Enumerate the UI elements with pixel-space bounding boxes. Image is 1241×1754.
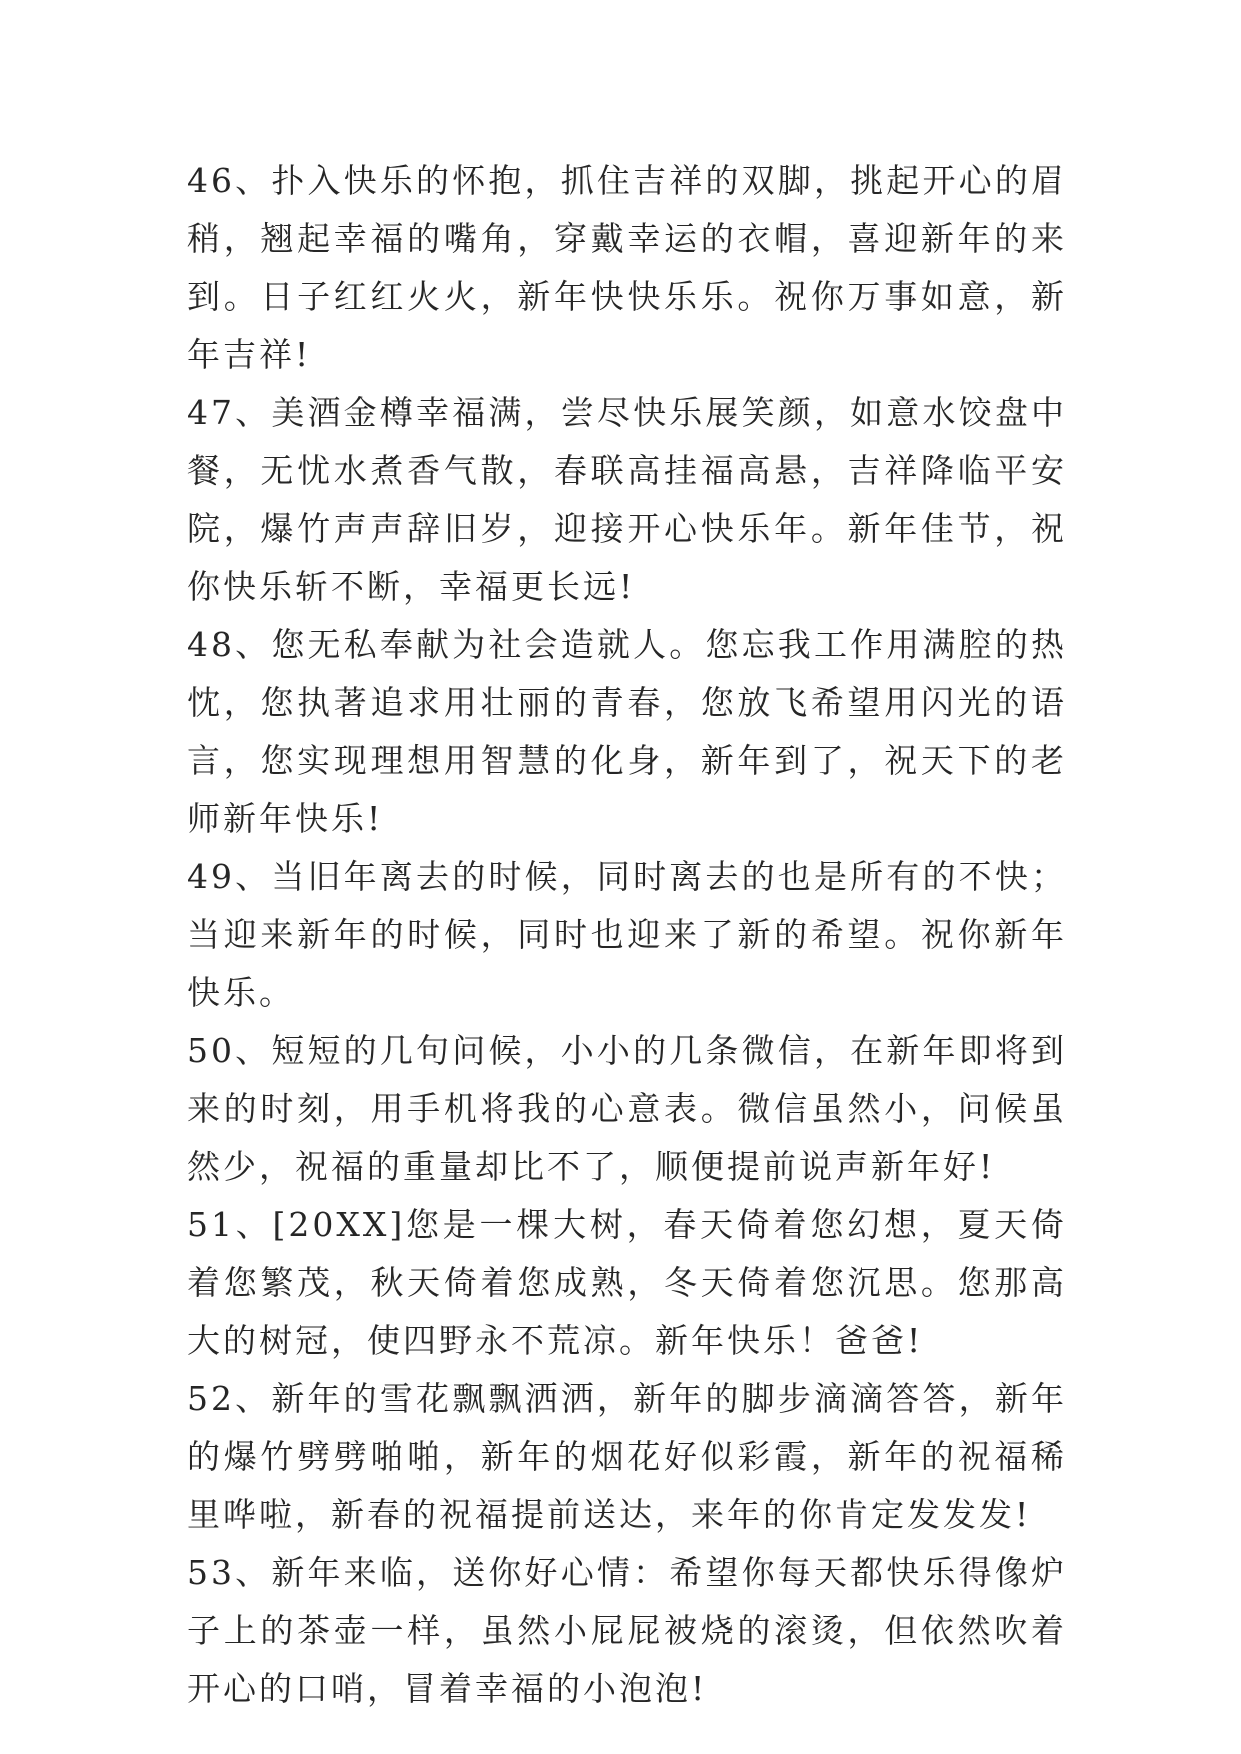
paragraph-48: 48、您无私奉献为社会造就人。您忘我工作用满腔的热忱，您执著追求用壮丽的青春，您放飞希望用闪光的语言，您实现理想用智慧的化身，新年到了，祝天下的老师新年快乐! bbox=[187, 625, 1067, 838]
paragraph-51: 51、[20XX]您是一棵大树，春天倚着您幻想，夏天倚着您繁茂，秋天倚着您成熟，冬天倚着您沉思。您那高大的树冠，使四野永不荒凉。新年快乐！爸爸! bbox=[187, 1205, 1067, 1360]
document-body bbox=[187, 152, 1067, 1718]
paragraph-49: 49、当旧年离去的时候，同时离去的也是所有的不快；当迎来新年的时候，同时也迎来了新的希望。祝你新年快乐。 bbox=[187, 857, 1067, 1012]
paragraph-53: 53、新年来临，送你好心情：希望你每天都快乐得像炉子上的茶壶一样，虽然小屁屁被烧的滚烫，但依然吹着开心的口哨，冒着幸福的小泡泡! bbox=[187, 1553, 1067, 1708]
paragraph-50: 50、短短的几句问候，小小的几条微信，在新年即将到来的时刻，用手机将我的心意表。微信虽然小，问候虽然少，祝福的重量却比不了，顺便提前说声新年好! bbox=[187, 1031, 1067, 1186]
paragraph-46: 46、扑入快乐的怀抱，抓住吉祥的双脚，挑起开心的眉稍，翘起幸福的嘴角，穿戴幸运的衣帽，喜迎新年的来到。日子红红火火，新年快快乐乐。祝你万事如意，新年吉祥! bbox=[187, 161, 1067, 374]
paragraph-47: 47、美酒金樽幸福满，尝尽快乐展笑颜，如意水饺盘中餐，无忧水煮香气散，春联高挂福高悬，吉祥降临平安院，爆竹声声辞旧岁，迎接开心快乐年。新年佳节，祝你快乐斩不断，幸福更长远! bbox=[187, 393, 1067, 606]
paragraph-52: 52、新年的雪花飘飘洒洒，新年的脚步滴滴答答，新年的爆竹劈劈啪啪，新年的烟花好似彩霞，新年的祝福稀里哗啦，新春的祝福提前送达，来年的你肯定发发发! bbox=[187, 1379, 1067, 1534]
